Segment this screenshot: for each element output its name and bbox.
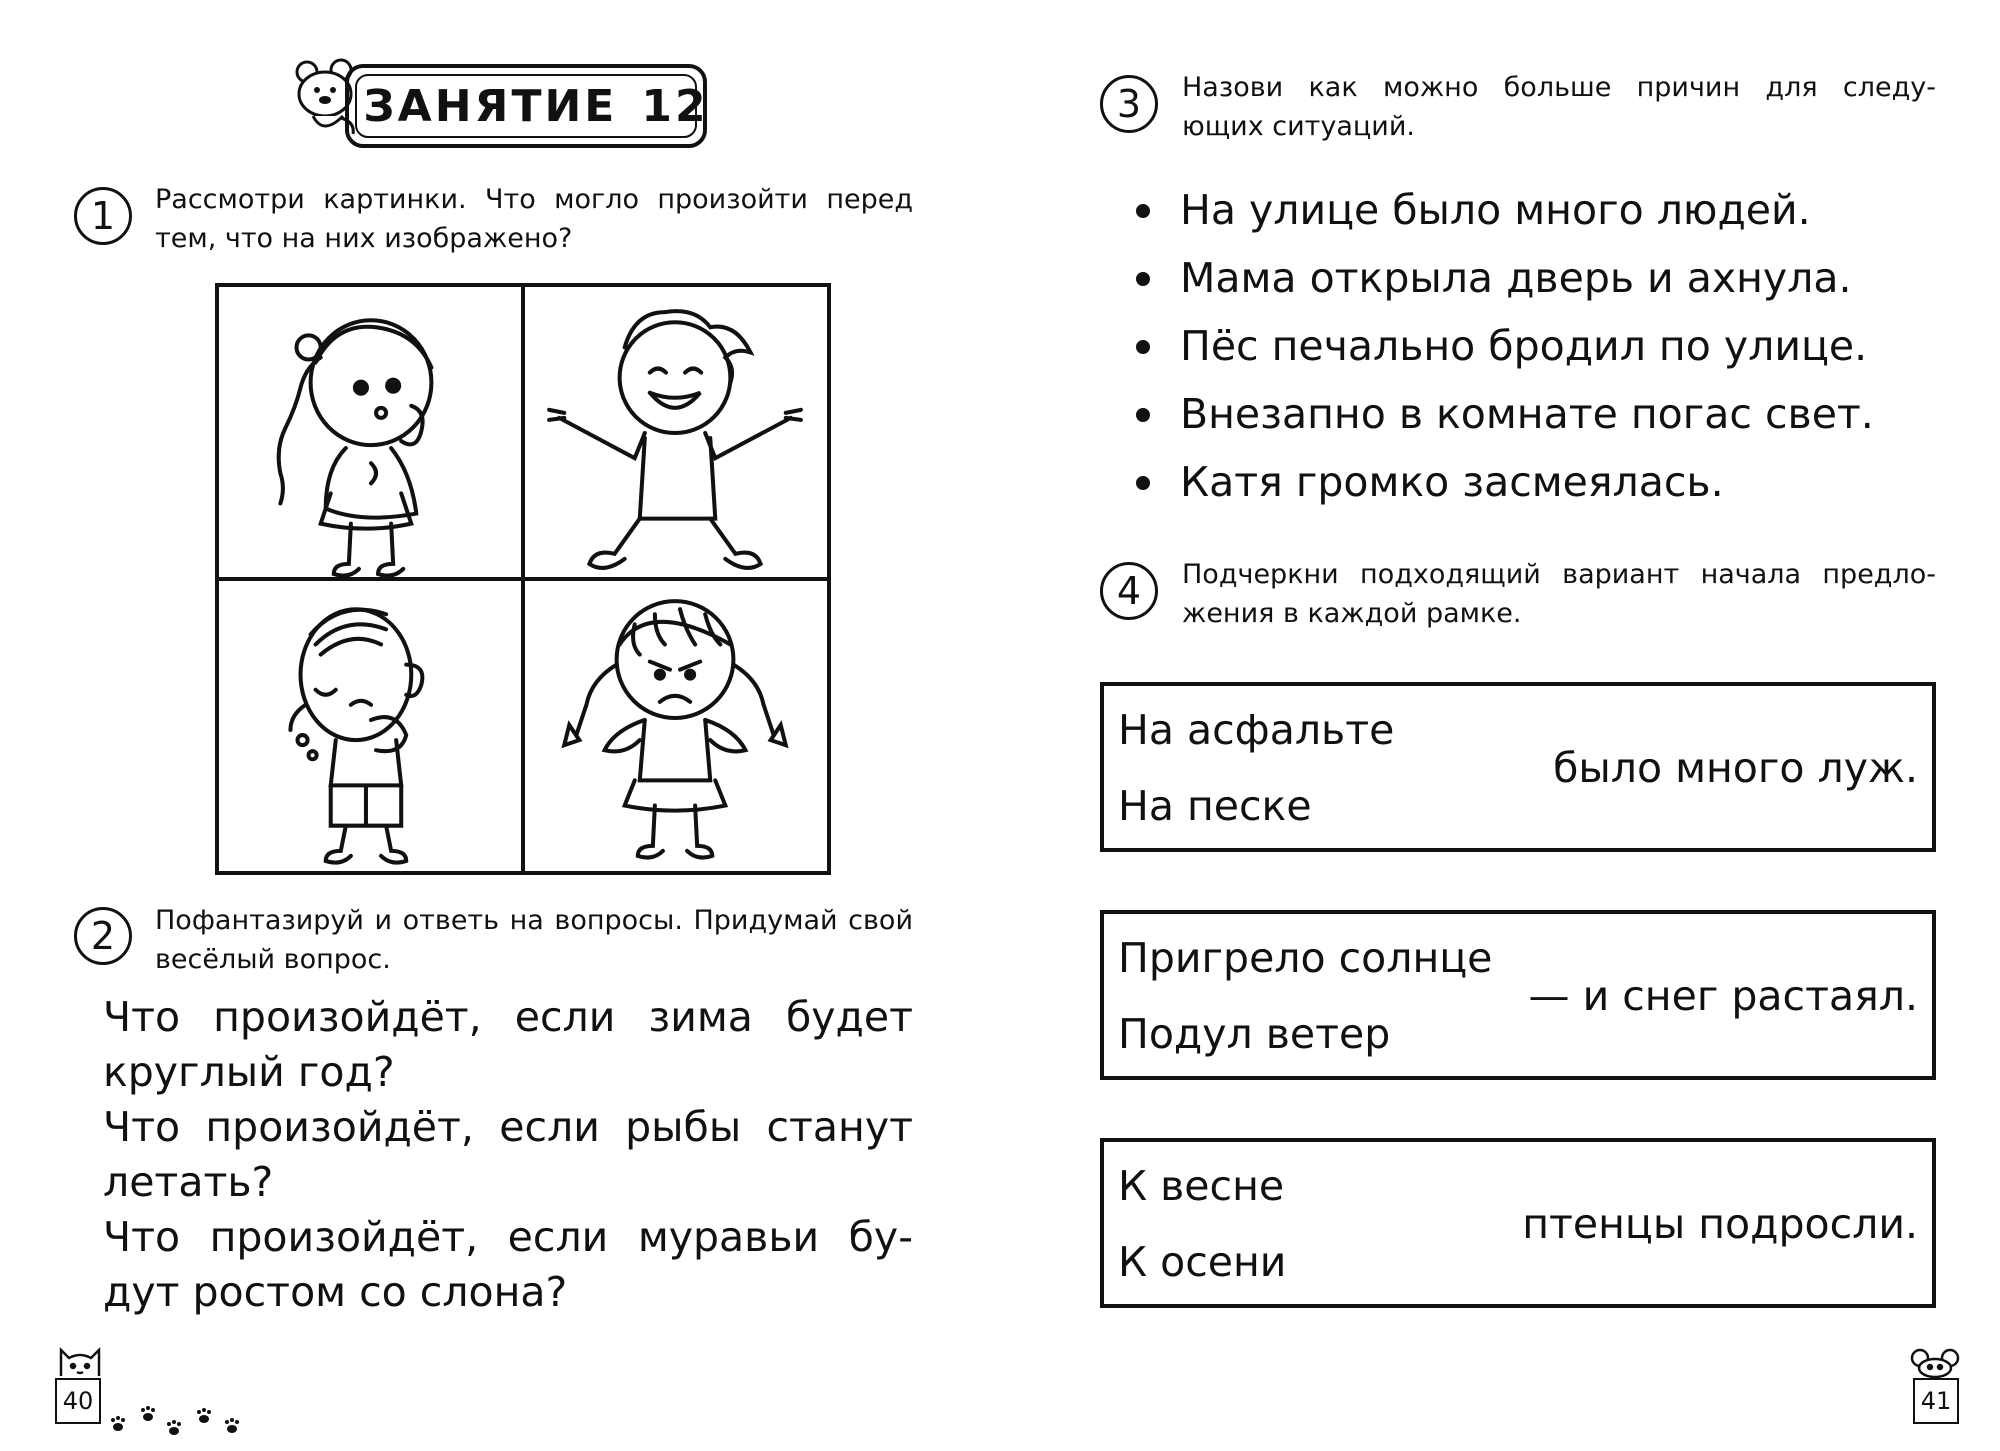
- task-1-instruction: Рассмотри картинки. Что могло произойти перед тем, что на них изображено?: [155, 184, 913, 254]
- task-3-number: 3: [1100, 75, 1158, 133]
- frame-option[interactable]: К весне: [1118, 1162, 1285, 1210]
- lesson-title-word: ЗАНЯТИЕ: [363, 80, 618, 132]
- page-number-right: 41: [1913, 1378, 1959, 1424]
- frame-option[interactable]: К осени: [1118, 1238, 1287, 1286]
- frame-ending: — и снег растаял.: [1528, 972, 1918, 1020]
- girl-angry-picture: [523, 579, 827, 871]
- frame-option[interactable]: На песке: [1118, 782, 1312, 830]
- question-line: летать?: [103, 1158, 274, 1206]
- task-4-instruction-line2: жения в каждой рамке.: [1182, 598, 1522, 629]
- task-3-instruction: [1182, 68, 1936, 146]
- situation-item: Катя громко засмеялась.: [1136, 448, 1936, 516]
- question-line: круглый год?: [103, 1048, 395, 1096]
- frame-option[interactable]: Пригрело солнце: [1118, 934, 1493, 982]
- frame-ending: птенцы подросли.: [1522, 1200, 1918, 1248]
- boy-happy-picture: [523, 287, 827, 579]
- task-4-number: 4: [1100, 562, 1158, 620]
- question-line: дут ростом со слона?: [103, 1268, 568, 1316]
- task-3-instruction-line2: ющих ситуаций.: [1182, 111, 1415, 142]
- picture-grid: [215, 283, 831, 875]
- girl-thinking-picture: [219, 287, 523, 579]
- task-4-instruction: [1182, 555, 1936, 633]
- task-2-questions: [103, 990, 913, 1320]
- sentence-frame: [1100, 682, 1936, 852]
- cat-mascot-icon: [55, 1342, 105, 1378]
- mouse-mascot-icon: [1908, 1348, 1962, 1378]
- task-2-number: 2: [74, 907, 132, 965]
- frame-option[interactable]: Подул ветер: [1118, 1010, 1391, 1058]
- situation-item: Пёс печально бродил по улице.: [1136, 312, 1936, 380]
- lesson-title-number: 12: [641, 80, 709, 132]
- task-1-number: 1: [74, 187, 132, 245]
- boy-crying-picture: [219, 579, 523, 871]
- frame-option[interactable]: На асфальте: [1118, 706, 1395, 754]
- sentence-frame: [1100, 1138, 1936, 1308]
- paw-prints-icon: [110, 1395, 245, 1440]
- task-2-instruction: Пофантазируй и ответь на вопросы. Придумай свой весёлый вопрос.: [155, 905, 913, 975]
- situation-item: Внезапно в комнате погас свет.: [1136, 380, 1936, 448]
- question-line: Что произойдёт, если муравьи бу-: [103, 1213, 913, 1261]
- sentence-frame: [1100, 910, 1936, 1080]
- task-3-instruction-line1: Назови как можно больше причин для следу-: [1182, 72, 1936, 103]
- page-number-left: 40: [55, 1378, 101, 1424]
- question-line: Что произойдёт, если рыбы станут: [103, 1103, 913, 1151]
- question-line: Что произойдёт, если зима будет: [103, 993, 913, 1041]
- situation-item: Мама открыла дверь и ахнула.: [1136, 244, 1936, 312]
- task-4-instruction-line1: Подчеркни подходящий вариант начала предло-: [1182, 559, 1936, 590]
- lesson-title-badge: [345, 64, 707, 148]
- frame-ending: было много луж.: [1553, 744, 1918, 792]
- situations-list: [1136, 176, 1936, 516]
- situation-item: На улице было много людей.: [1136, 176, 1936, 244]
